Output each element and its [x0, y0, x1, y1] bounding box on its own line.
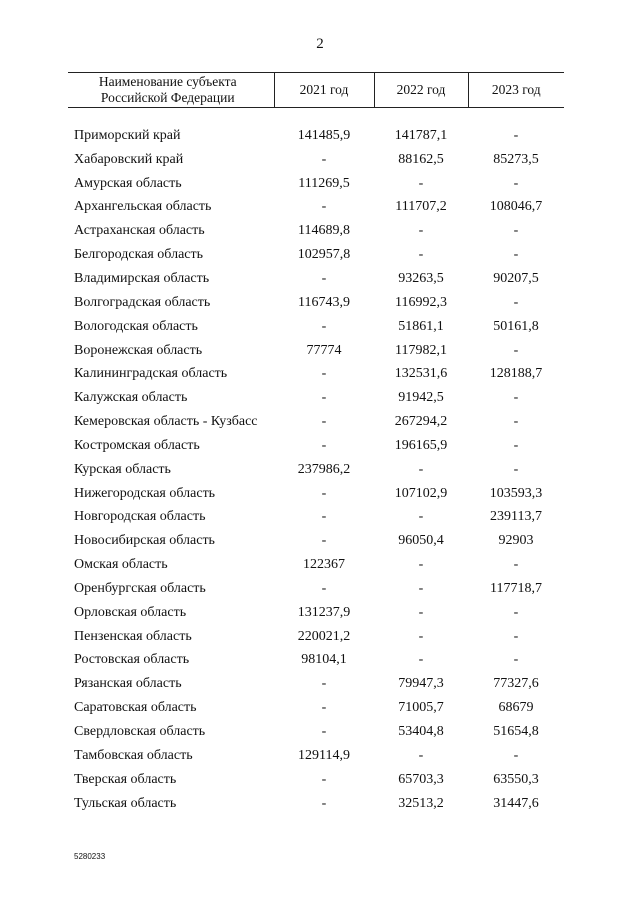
value-2022-cell: 65703,3: [398, 771, 444, 787]
value-2023-cell: 103593,3: [489, 485, 543, 501]
value-2023-cell: 31447,6: [493, 795, 539, 811]
header-spacer-row: [68, 108, 564, 125]
value-2022-cell: -: [418, 628, 424, 644]
column-header-2023: 2023 год: [468, 73, 564, 108]
table-row: [68, 219, 564, 243]
value-2023-cell: -: [513, 247, 519, 263]
value-2023-cell: 92903: [498, 533, 534, 549]
value-2023-cell: 50161,8: [493, 318, 539, 334]
value-2023-cell: -: [513, 437, 519, 453]
value-2021-cell: 131237,9: [297, 604, 351, 620]
subject-name-cell: Калининградская область: [74, 366, 228, 382]
value-2023-cell: -: [513, 557, 519, 573]
table-row: [68, 720, 564, 744]
value-2021-cell: -: [321, 700, 327, 716]
value-2022-cell: -: [418, 509, 424, 525]
column-header-subject-name-line-1: Наименование субъекта: [98, 74, 237, 89]
subject-name-cell: Омская область: [74, 557, 168, 573]
table-row: [68, 625, 564, 649]
subject-name-cell: Новосибирская область: [74, 533, 215, 549]
value-2023-cell: -: [513, 175, 519, 191]
table-row: [68, 291, 564, 315]
table-row: [68, 196, 564, 220]
table-row: [68, 410, 564, 434]
value-2022-cell: 93263,5: [398, 270, 444, 286]
subject-name-cell: Рязанская область: [74, 676, 182, 692]
value-2023-cell: -: [513, 294, 519, 310]
subject-name-cell: Оренбургская область: [74, 580, 206, 596]
table-row: [68, 529, 564, 553]
value-2022-cell: 96050,4: [398, 533, 444, 549]
value-2022-cell: 32513,2: [398, 795, 444, 811]
page-number: 2: [316, 36, 324, 52]
value-2023-cell: 77327,6: [493, 676, 539, 692]
value-2021-cell: -: [321, 151, 327, 167]
subject-name-cell: Орловская область: [74, 604, 187, 620]
value-2022-cell: 53404,8: [398, 724, 444, 740]
value-2022-cell: 88162,5: [398, 151, 444, 167]
value-2021-cell: -: [321, 437, 327, 453]
value-2023-cell: -: [513, 390, 519, 406]
table-row: [68, 339, 564, 363]
value-2021-cell: -: [321, 414, 327, 430]
value-2021-cell: -: [321, 318, 327, 334]
value-2023-cell: -: [513, 652, 519, 668]
value-2021-cell: -: [321, 199, 327, 215]
value-2022-cell: 107102,9: [394, 485, 448, 501]
table-row: [68, 458, 564, 482]
value-2021-cell: 111269,5: [298, 175, 350, 191]
value-2021-cell: -: [321, 366, 327, 382]
subject-name-cell: Астраханская область: [74, 223, 205, 239]
value-2022-cell: 196165,9: [394, 437, 448, 453]
value-2022-cell: -: [418, 175, 424, 191]
value-2021-cell: -: [321, 580, 327, 596]
subject-name-cell: Калужская область: [74, 390, 188, 406]
value-2022-cell: -: [418, 580, 424, 596]
subject-name-cell: Пензенская область: [74, 628, 192, 644]
value-2021-cell: -: [321, 771, 327, 787]
subjects-table: [68, 72, 564, 815]
subject-name-cell: Белгородская область: [74, 247, 204, 263]
value-2022-cell: -: [418, 652, 424, 668]
table-row: [68, 172, 564, 196]
value-2023-cell: -: [513, 127, 519, 143]
value-2021-cell: 129114,9: [298, 747, 350, 763]
value-2022-cell: 71005,7: [398, 700, 444, 716]
column-header-subject-name: [68, 73, 274, 108]
value-2023-cell: 128188,7: [489, 366, 543, 382]
subject-name-cell: Костромская область: [74, 437, 200, 453]
value-2022-cell: 116992,3: [395, 294, 447, 310]
value-2021-cell: -: [321, 676, 327, 692]
value-2022-cell: -: [418, 461, 424, 477]
value-2023-cell: -: [513, 223, 519, 239]
column-header-2022: 2022 год: [374, 73, 468, 108]
value-2023-cell: -: [513, 747, 519, 763]
value-2021-cell: 98104,1: [301, 652, 347, 668]
table-row: [68, 553, 564, 577]
table-header: [68, 73, 564, 108]
table-row: [68, 506, 564, 530]
subject-name-cell: Приморский край: [74, 127, 181, 143]
subject-name-cell: Новгородская область: [74, 509, 206, 525]
value-2023-cell: -: [513, 461, 519, 477]
value-2021-cell: 122367: [303, 557, 345, 573]
document-code: 5280233: [74, 852, 106, 861]
value-2023-cell: 63550,3: [493, 771, 539, 787]
subject-name-cell: Тамбовская область: [74, 747, 193, 763]
table-row: [68, 243, 564, 267]
subject-name-cell: Тверская область: [74, 771, 177, 787]
value-2023-cell: -: [513, 414, 519, 430]
value-2022-cell: 79947,3: [398, 676, 444, 692]
table-row: [68, 362, 564, 386]
table-row: [68, 315, 564, 339]
value-2021-cell: -: [321, 724, 327, 740]
value-2021-cell: -: [321, 533, 327, 549]
value-2022-cell: 51861,1: [398, 318, 444, 334]
table-row: [68, 696, 564, 720]
subject-name-cell: Волгоградская область: [74, 294, 211, 310]
value-2021-cell: -: [321, 270, 327, 286]
subject-name-cell: Хабаровский край: [74, 151, 184, 167]
value-2023-cell: 90207,5: [493, 270, 539, 286]
value-2022-cell: 267294,2: [394, 414, 448, 430]
subject-name-cell: Тульская область: [74, 795, 177, 811]
value-2021-cell: 141485,9: [297, 127, 351, 143]
table-row: [68, 577, 564, 601]
column-header-2021: 2021 год: [274, 73, 374, 108]
value-2021-cell: -: [321, 485, 327, 501]
value-2022-cell: 141787,1: [394, 127, 448, 143]
subject-name-cell: Воронежская область: [74, 342, 203, 358]
subject-name-cell: Нижегородская область: [74, 485, 216, 501]
value-2023-cell: 239113,7: [490, 509, 542, 525]
value-2021-cell: 237986,2: [297, 461, 351, 477]
table-header-row: [68, 73, 564, 108]
value-2021-cell: 102957,8: [297, 247, 351, 263]
table-row: [68, 434, 564, 458]
subject-name-cell: Курская область: [74, 461, 171, 477]
value-2022-cell: -: [418, 247, 424, 263]
table-row: [68, 482, 564, 506]
value-2022-cell: 132531,6: [394, 366, 448, 382]
value-2021-cell: -: [321, 390, 327, 406]
table-row: [68, 768, 564, 792]
value-2023-cell: 108046,7: [489, 199, 543, 215]
value-2022-cell: -: [418, 747, 424, 763]
table-row: [68, 148, 564, 172]
subject-name-cell: Кемеровская область - Кузбасс: [74, 414, 258, 430]
value-2023-cell: -: [513, 628, 519, 644]
value-2021-cell: 116743,9: [298, 294, 350, 310]
value-2021-cell: -: [321, 509, 327, 525]
value-2022-cell: -: [418, 604, 424, 620]
table-body: [68, 108, 564, 816]
subject-name-cell: Архангельская область: [74, 199, 212, 215]
table-row: [68, 601, 564, 625]
subject-name-cell: Владимирская область: [74, 270, 210, 286]
subject-name-cell: Саратовская область: [74, 700, 197, 716]
value-2022-cell: -: [418, 557, 424, 573]
value-2023-cell: -: [513, 342, 519, 358]
table-row: [68, 792, 564, 816]
table-row: [68, 386, 564, 410]
table-row: [68, 124, 564, 148]
table-row: [68, 649, 564, 673]
value-2022-cell: -: [418, 223, 424, 239]
value-2021-cell: 114689,8: [298, 223, 350, 239]
column-header-subject-name-line-2: Российской Федерации: [100, 90, 235, 105]
subject-name-cell: Ростовская область: [74, 652, 190, 668]
value-2021-cell: 220021,2: [297, 628, 351, 644]
value-2022-cell: 91942,5: [398, 390, 444, 406]
value-2022-cell: 117982,1: [395, 342, 447, 358]
value-2021-cell: 77774: [306, 342, 342, 358]
subject-name-cell: Вологодская область: [74, 318, 198, 334]
value-2023-cell: 51654,8: [493, 724, 539, 740]
table-row: [68, 672, 564, 696]
value-2023-cell: -: [513, 604, 519, 620]
subject-name-cell: Амурская область: [74, 175, 182, 191]
value-2023-cell: 117718,7: [490, 580, 542, 596]
value-2023-cell: 68679: [498, 700, 534, 716]
subject-name-cell: Свердловская область: [74, 724, 206, 740]
value-2021-cell: -: [321, 795, 327, 811]
value-2022-cell: 111707,2: [395, 199, 447, 215]
table-row: [68, 267, 564, 291]
value-2023-cell: 85273,5: [493, 151, 539, 167]
table-row: [68, 744, 564, 768]
